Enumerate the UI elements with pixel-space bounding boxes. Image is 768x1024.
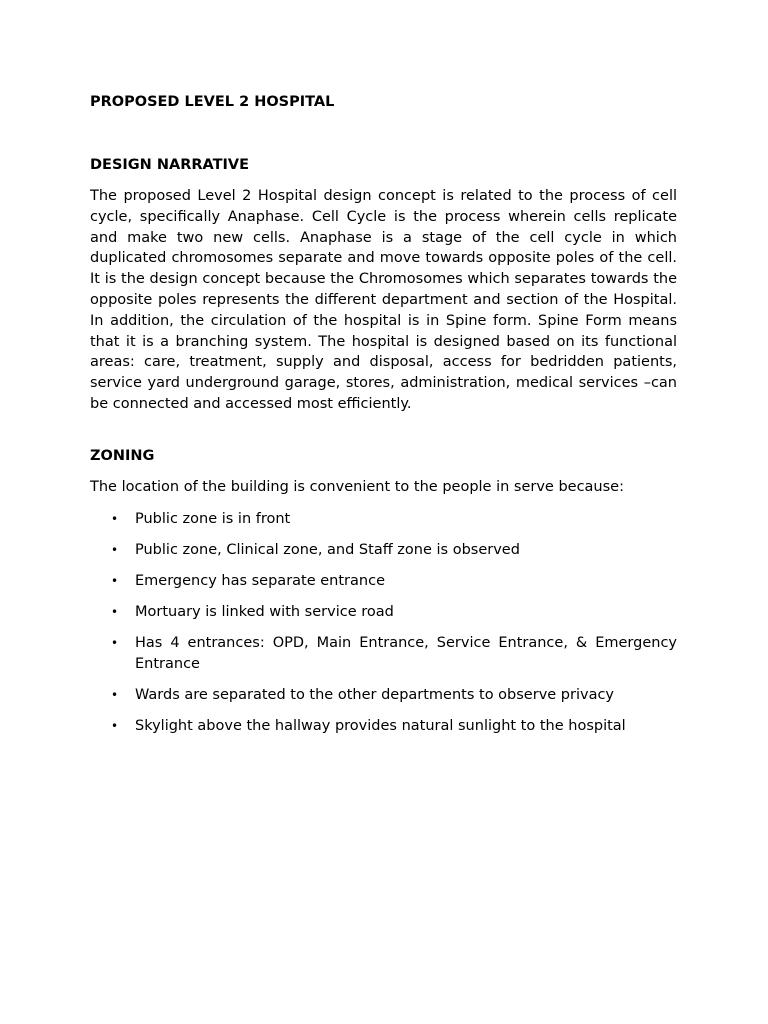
list-item-text: Public zone, Clinical zone, and Staff zone is observed bbox=[135, 541, 520, 558]
bullet-icon: • bbox=[111, 573, 119, 588]
list-item bbox=[90, 571, 677, 592]
design-narrative-heading: DESIGN NARRATIVE bbox=[90, 157, 250, 173]
list-item bbox=[90, 716, 677, 737]
bullet-icon: • bbox=[111, 604, 119, 619]
zoning-bullet-list bbox=[90, 509, 677, 747]
bullet-icon: • bbox=[111, 512, 119, 526]
list-item-text: Wards are separated to the other departments to observe privacy bbox=[135, 686, 615, 703]
list-item bbox=[90, 633, 677, 675]
zoning-intro-text: The location of the building is convenient to the people in serve because: bbox=[90, 479, 624, 495]
design-narrative-paragraph: The proposed Level 2 Hospital design concept is related to the process of cell cycle, specifically Anaphase. Cell Cycle is the process wherein cells replicate and make two new cells. Anaphase is a stage of the cell cycle in which duplicated chromosomes separate and move towards opposite poles of the cell. It is the design concept because the Chromosomes which separates towards the opposite poles represents the different department and section of the Hospital. In addition, the circulation of the hospital is in Spine form. Spine Form means that it is a branching system. The hospital is designed based on its functional areas: care, treatment, supply and disposal, access for bedridden patients, service yard underground garage, stores, administration, medical services –can be connected and accessed most efficiently. bbox=[90, 188, 677, 412]
bullet-icon: • bbox=[111, 542, 119, 557]
list-item bbox=[90, 540, 677, 561]
list-item-text: Public zone is in front bbox=[135, 511, 291, 527]
list-item bbox=[90, 509, 677, 530]
bullet-icon: • bbox=[111, 718, 119, 733]
list-item bbox=[90, 602, 677, 623]
bullet-icon: • bbox=[111, 687, 119, 702]
zoning-heading: ZONING bbox=[90, 448, 155, 464]
list-item-text: Has 4 entrances: OPD, Main Entrance, Service Entrance, & Emergency Entrance bbox=[135, 634, 677, 672]
document-title: PROPOSED LEVEL 2 HOSPITAL bbox=[90, 94, 335, 110]
bullet-icon: • bbox=[111, 635, 119, 650]
list-item-text: Mortuary is linked with service road bbox=[135, 603, 394, 620]
list-item bbox=[90, 685, 677, 706]
list-item-text: Skylight above the hallway provides natural sunlight to the hospital bbox=[135, 717, 626, 734]
list-item-text: Emergency has separate entrance bbox=[135, 572, 385, 589]
